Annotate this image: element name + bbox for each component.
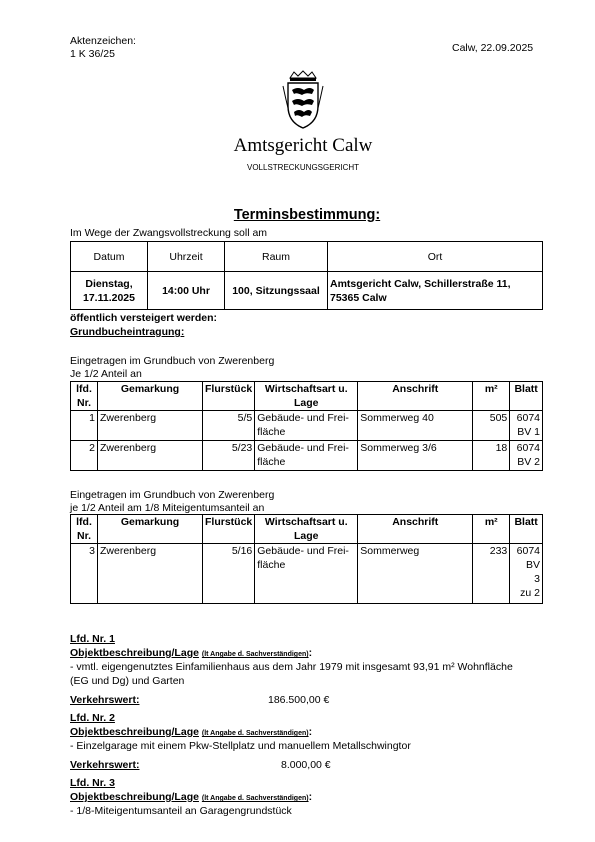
col-gemarkung: Gemarkung [98,382,203,411]
row-gemarkung: Zwerenberg [98,411,203,441]
col-lfd [71,515,98,544]
file-number: 1 K 36/25 [70,48,115,60]
header-text: Lage [294,397,319,409]
cell-line: BV [525,559,540,571]
col-m2: m² [473,382,510,411]
cell-line: 6074 [516,412,540,424]
col-gemarkung: Gemarkung [98,515,203,544]
col-date: Datum [71,242,148,272]
land-table-2 [70,514,543,604]
date-line: Dienstag, [85,277,133,290]
court-department: VOLLSTRECKUNGSGERICHT [246,163,360,172]
coat-of-arms-icon [282,70,324,132]
col-room: Raum [225,242,328,272]
group2-line1: Eingetragen im Grundbuch von Zwerenberg [70,489,275,501]
schedule-place [328,272,543,310]
header-text: Wirtschaftsart u. [264,383,348,395]
value-label: Verkehrswert: [70,759,140,771]
land-table-1 [70,381,543,471]
row-nr: 1 [71,411,98,441]
row-nr: 2 [71,441,98,471]
lot-description: - 1/8-Miteigentumsanteil an Garagengrundstück [70,805,292,817]
description-label: Objektbeschreibung/Lage [70,791,199,803]
value-label: Verkehrswert: [70,694,140,706]
col-blatt: Blatt [510,382,543,411]
col-lfd [71,382,98,411]
description-colon: : [308,726,313,738]
header-text: lfd. [76,516,92,528]
row-flurstueck: 5/16 [203,544,255,604]
lot-number: Lfd. Nr. 3 [70,777,115,789]
row-wirtschaftsart [255,411,358,441]
header-text: Nr. [76,397,91,409]
lot-number: Lfd. Nr. 2 [70,712,115,724]
row-m2: 18 [473,441,510,471]
cell-line: 6074 [516,545,540,557]
cell-line: Gebäude- und Frei- [257,442,349,454]
col-wirtschaftsart [255,382,358,411]
row-blatt [510,544,543,604]
description-label: Objektbeschreibung/Lage [70,647,199,659]
market-value: 8.000,00 € [281,759,331,771]
col-place: Ort [328,242,543,272]
row-anschrift: Sommerweg [358,544,473,604]
lot-description: (EG und Dg) und Garten [70,675,185,687]
row-nr: 3 [71,544,98,604]
col-wirtschaftsart [255,515,358,544]
row-flurstueck: 5/23 [203,441,255,471]
cell-line: BV 1 [517,426,540,438]
schedule-date [71,272,148,310]
cell-line: fläche [257,426,286,438]
land-register-heading: Grundbucheintragung: [70,326,185,338]
schedule-table [70,241,543,310]
cell-line: fläche [257,559,286,571]
court-name: Amtsgericht Calw [233,135,373,156]
group1-line2: Je 1/2 Anteil an [70,368,142,380]
header-text: lfd. [76,383,92,395]
row-wirtschaftsart [255,544,358,604]
row-m2: 505 [473,411,510,441]
table-row [71,411,543,441]
row-anschrift: Sommerweg 40 [358,411,473,441]
table-row [71,441,543,471]
date-line: 17.11.2025 [83,291,135,304]
col-anschrift: Anschrift [358,515,473,544]
description-note: (lt Angabe d. Sachverständigen) [201,730,309,737]
lot-description: - Einzelgarage mit einem Pkw-Stellplatz und manuellem Metallschwingtor [70,740,411,752]
col-flurstueck: Flurstück [203,382,255,411]
auction-note: öffentlich versteigert werden: [70,312,218,324]
col-time: Uhrzeit [148,242,225,272]
table-row [71,544,543,604]
schedule-time: 14:00 Uhr [148,272,225,310]
lot-description: - vmtl. eigengenutztes Einfamilienhaus aus dem Jahr 1979 mit insgesamt 93,91 m² Wohnfläche [70,661,513,673]
row-wirtschaftsart [255,441,358,471]
description-colon: : [308,647,313,659]
row-anschrift: Sommerweg 3/6 [358,441,473,471]
file-number-label: Aktenzeichen: [70,35,136,47]
cell-line: fläche [257,456,286,468]
cell-line: Gebäude- und Frei- [257,412,349,424]
description-label: Objektbeschreibung/Lage [70,726,199,738]
cell-line: 6074 [516,442,540,454]
group1-line1: Eingetragen im Grundbuch von Zwerenberg [70,355,275,367]
row-m2: 233 [473,544,510,604]
place-date: Calw, 22.09.2025 [452,42,534,54]
col-blatt: Blatt [510,515,543,544]
description-colon: : [308,791,313,803]
market-value: 186.500,00 € [268,694,330,706]
group2-line2: je 1/2 Anteil am 1/8 Miteigentumsanteil an [70,502,265,514]
row-blatt [510,411,543,441]
place-line: 75365 Calw [330,291,387,304]
document-title: Terminsbestimmung: [233,207,381,223]
lot-number: Lfd. Nr. 1 [70,633,115,645]
description-note: (lt Angabe d. Sachverständigen) [201,651,309,658]
header-text: Lage [294,530,319,542]
row-gemarkung: Zwerenberg [98,441,203,471]
row-flurstueck: 5/5 [203,411,255,441]
place-line: Amtsgericht Calw, Schillerstraße 11, [330,277,511,290]
cell-line: BV 2 [517,456,540,468]
intro-text: Im Wege der Zwangsvollstreckung soll am [70,227,268,239]
header-text: Wirtschaftsart u. [264,516,348,528]
schedule-room: 100, Sitzungssaal [225,272,328,310]
col-anschrift: Anschrift [358,382,473,411]
header-text: Nr. [76,530,91,542]
row-blatt [510,441,543,471]
cell-line: 3 [534,573,540,585]
row-gemarkung: Zwerenberg [98,544,203,604]
col-m2: m² [473,515,510,544]
cell-line: Gebäude- und Frei- [257,545,349,557]
cell-line: zu 2 [520,587,540,599]
col-flurstueck: Flurstück [203,515,255,544]
description-note: (lt Angabe d. Sachverständigen) [201,795,309,802]
